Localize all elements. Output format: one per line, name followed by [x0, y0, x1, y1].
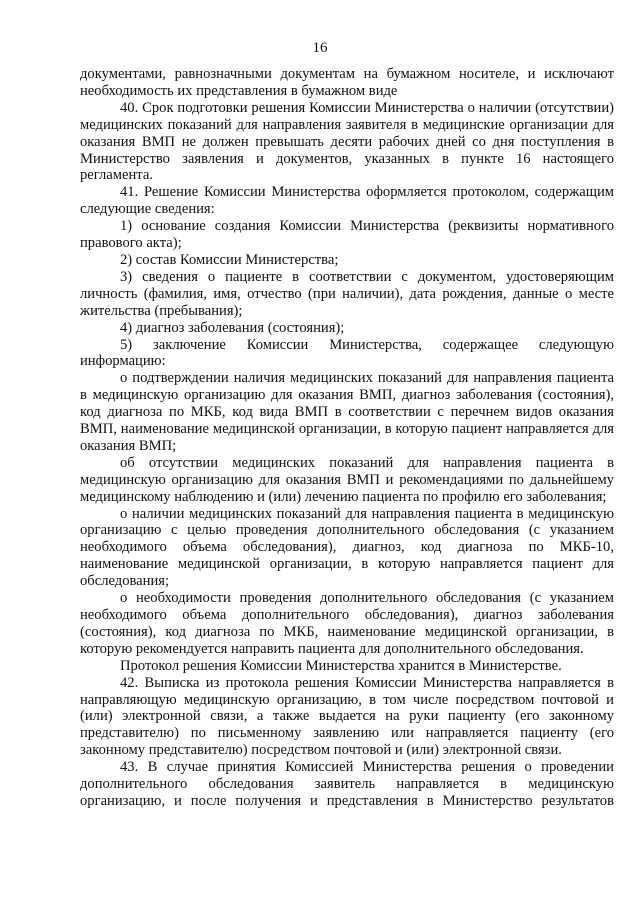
paragraph-subitem-1: 1) основание создания Комиссии Министерства (реквизиты нормативного правового акта); — [80, 218, 614, 252]
paragraph-subitem-3: 3) сведения о пациенте в соответствии с документом, удостоверяющим личность (фамилия, имя, отчество (при наличии), дата рождения, данные о месте жительства (пребывания); — [80, 268, 614, 319]
paragraph-item-41: 41. Решение Комиссии Министерства оформляется протоколом, содержащим следующие сведения: — [80, 184, 614, 218]
page-number: 16 — [312, 40, 328, 56]
paragraph-conclusion-absent: об отсутствии медицинских показаний для направления пациента в медицинскую организацию для оказания ВМП и рекомендациями по дальнейшему медицинскому наблюдению и (или) лечению пациента по профилю его заболевания; — [80, 454, 614, 505]
paragraph-continuation: документами, равнозначными документам на бумажном носителе, и исключают необходимость их представления в бумажном виде — [80, 66, 614, 99]
document-body — [80, 66, 614, 810]
paragraph-item-42: 42. Выписка из протокола решения Комиссии Министерства направляется в направляющую медицинскую организацию, в том числе посредством почтовой и (или) электронной связи, а также выдается на руки пациенту (его законному представителю) по письменному заявлению или направляется пациенту (его законному представителю) посредством почтовой и (или) электронной связи. — [80, 674, 614, 759]
paragraph-item-43: 43. В случае принятия Комиссией Министерства решения о проведении дополнительного обследования заявитель направляется в медицинскую организацию, и после получения и представления в Министерство результатов — [80, 759, 614, 809]
paragraph-conclusion-examination: о наличии медицинских показаний для направления пациента в медицинскую организацию с целью проведения дополнительного обследования (с указанием необходимого объема обследования), диагноз, код диагноза по МКБ-10, наименование медицинской организации, в которую направляется пациент для обследования; — [80, 505, 614, 590]
paragraph-subitem-5: 5) заключение Комиссии Министерства, содержащее следующую информацию: — [80, 336, 614, 370]
paragraph-item-40: 40. Срок подготовки решения Комиссии Министерства о наличии (отсутствии) медицинских показаний для направления заявителя в медицинские организации для оказания ВМП не должен превышать десяти рабочих дней со дня поступления в Министерство заявления и документов, указанных в пункте 16 настоящего регламента. — [80, 99, 614, 184]
paragraph-subitem-4: 4) диагноз заболевания (состояния); — [120, 319, 345, 336]
paragraph-conclusion-confirmed: о подтверждении наличия медицинских показаний для направления пациента в медицинскую организацию для оказания ВМП, диагноз заболевания (состояния), код диагноза по МКБ, код вида ВМП в соответствии с перечнем видов оказания ВМП, наименование медицинской организации, в которую пациент направляется для оказания ВМП; — [80, 370, 614, 454]
paragraph-conclusion-additional: о необходимости проведения дополнительного обследования (с указанием необходимого объема дополнительного обследования), диагноз заболевания (состояния), код диагноза по МКБ, наименование медицинской организации, в которую рекомендуется направить пациента для дополнительного обследования. — [80, 590, 614, 657]
paragraph-subitem-2: 2) состав Комиссии Министерства; — [120, 251, 339, 268]
paragraph-protocol-storage: Протокол решения Комиссии Министерства хранится в Министерстве. — [120, 657, 562, 674]
